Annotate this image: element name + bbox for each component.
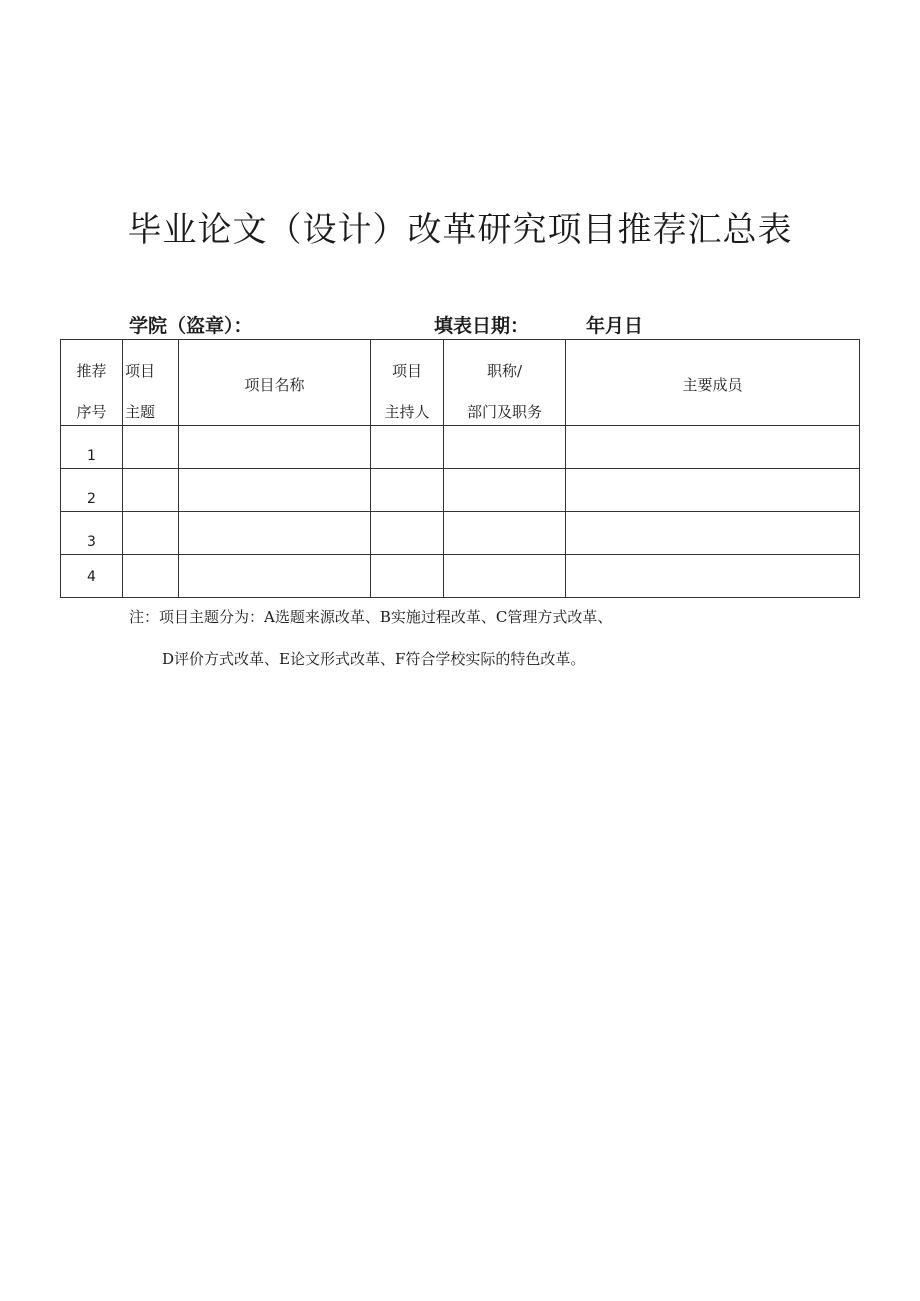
header-host-line2: 主持人	[384, 403, 430, 421]
row-title-cell[interactable]	[444, 555, 566, 598]
row-seq: 2	[61, 469, 123, 512]
row-members-cell[interactable]	[566, 469, 860, 512]
row-seq: 1	[61, 426, 123, 469]
row-topic-cell[interactable]	[123, 555, 179, 598]
header-seq-line2: 序号	[76, 403, 107, 421]
header-host	[371, 340, 444, 426]
header-members	[566, 340, 860, 426]
row-name-cell[interactable]	[179, 555, 371, 598]
note-line-1: 注：项目主题分为：A选题来源改革、B实施过程改革、C管理方式改革、	[129, 608, 613, 626]
row-seq: 3	[61, 512, 123, 555]
note-line-2: D评价方式改革、E论文形式改革、F符合学校实际的特色改革。	[162, 650, 586, 668]
header-seq	[61, 340, 123, 426]
row-name-cell[interactable]	[179, 512, 371, 555]
header-topic	[123, 340, 179, 426]
table-row	[61, 555, 860, 598]
fill-date-label: 填表日期：	[434, 315, 530, 337]
row-topic-cell[interactable]	[123, 426, 179, 469]
summary-table	[60, 339, 860, 598]
header-topic-line2: 主题	[125, 403, 156, 421]
row-title-cell[interactable]	[444, 469, 566, 512]
row-host-cell[interactable]	[371, 469, 444, 512]
date-units: 年月日	[586, 315, 644, 337]
header-row	[61, 340, 860, 426]
page-title: 毕业论文（设计）改革研究项目推荐汇总表	[127, 210, 793, 250]
row-name-cell[interactable]	[179, 426, 371, 469]
header-host-line1: 项目	[391, 362, 422, 380]
row-members-cell[interactable]	[566, 512, 860, 555]
college-label: 学院（盗章）：	[129, 315, 253, 337]
header-title-line1: 职称/	[486, 362, 523, 380]
header-members-label: 主要成员	[682, 376, 743, 394]
table-row	[61, 426, 860, 469]
row-title-cell[interactable]	[444, 426, 566, 469]
row-seq: 4	[61, 555, 123, 598]
row-members-cell[interactable]	[566, 426, 860, 469]
header-title-line2: 部门及职务	[466, 403, 542, 421]
row-host-cell[interactable]	[371, 512, 444, 555]
header-name-label: 项目名称	[244, 376, 305, 394]
row-name-cell[interactable]	[179, 469, 371, 512]
header-title-dept	[444, 340, 566, 426]
table-row	[61, 469, 860, 512]
header-seq-line1: 推荐	[76, 362, 107, 380]
row-members-cell[interactable]	[566, 555, 860, 598]
row-topic-cell[interactable]	[123, 469, 179, 512]
row-host-cell[interactable]	[371, 426, 444, 469]
header-topic-line1: 项目	[125, 362, 156, 380]
table-row	[61, 512, 860, 555]
row-topic-cell[interactable]	[123, 512, 179, 555]
header-name	[179, 340, 371, 426]
row-host-cell[interactable]	[371, 555, 444, 598]
row-title-cell[interactable]	[444, 512, 566, 555]
